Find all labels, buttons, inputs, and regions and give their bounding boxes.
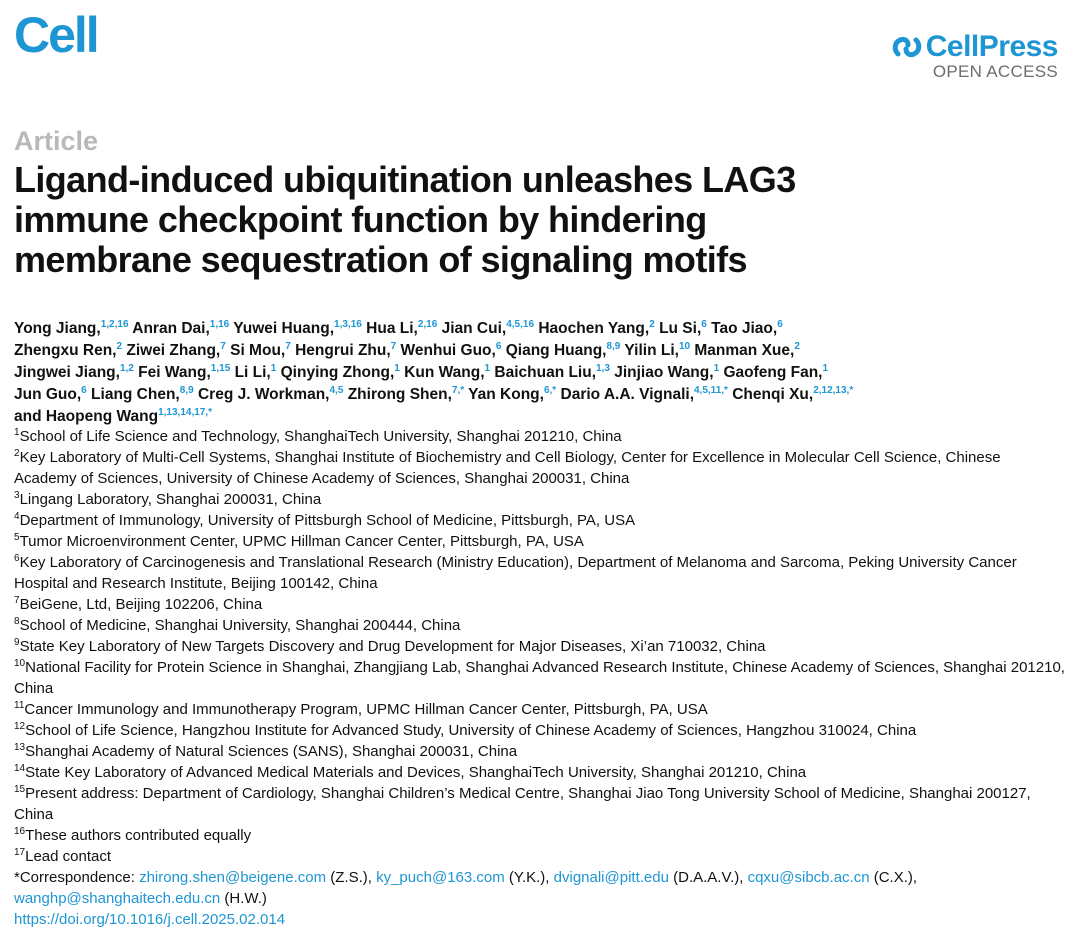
doi-link[interactable]: https://doi.org/10.1016/j.cell.2025.02.014 <box>14 911 286 928</box>
open-access-label: OPEN ACCESS <box>932 62 1058 81</box>
title-line: Ligand-induced ubiquitination unleashes LAG3 <box>14 159 796 200</box>
author-name: Creg J. Workman, <box>197 386 330 403</box>
affiliation-item <box>14 699 1066 720</box>
author-line <box>14 340 1066 362</box>
affiliation-item <box>14 636 1066 657</box>
author-affiliation-refs[interactable]: 1,3,16 <box>334 318 362 330</box>
title-line: membrane sequestration of signaling motifs <box>14 239 747 280</box>
affiliation-text: School of Life Science, Hangzhou Institute for Advanced Study, University of Chinese Academy of Sciences, Hangzhou 310024, China <box>25 722 917 739</box>
affiliation-item <box>14 615 1066 636</box>
author-name: Zhengxu Ren, <box>14 342 117 359</box>
article-title <box>14 160 914 280</box>
affiliation-text: These authors contributed equally <box>25 827 252 844</box>
author-affiliation-refs[interactable]: 1,2 <box>119 362 134 374</box>
affiliation-text: BeiGene, Ltd, Beijing 102206, China <box>19 596 263 613</box>
email-initials: (H.W.) <box>220 890 267 907</box>
author-line <box>14 318 1066 340</box>
author-affiliation-refs[interactable]: 1 <box>270 362 277 374</box>
author-name: Gaofeng Fan, <box>723 364 823 381</box>
correspondence <box>14 867 1066 909</box>
email-link[interactable]: zhirong.shen@beigene.com <box>139 869 327 886</box>
affiliation-number: 3 <box>14 490 20 501</box>
author-affiliation-refs[interactable]: 2 <box>649 318 655 330</box>
title-line: immune checkpoint function by hindering <box>14 199 707 240</box>
affiliation-item <box>14 741 1066 762</box>
affiliation-text: Lingang Laboratory, Shanghai 200031, China <box>19 491 322 508</box>
author-name: Dario A.A. Vignali, <box>560 386 694 403</box>
affiliation-number: 1 <box>14 427 20 438</box>
author-affiliation-refs[interactable]: 8,9 <box>606 340 621 352</box>
affiliation-text: Tumor Microenvironment Center, UPMC Hillman Cancer Center, Pittsburgh, PA, USA <box>19 533 584 550</box>
author-name: Fei Wang, <box>138 364 211 381</box>
affiliation-item <box>14 720 1066 741</box>
affiliations <box>14 426 1066 930</box>
author-affiliation-refs[interactable]: 1,15 <box>210 362 231 374</box>
affiliation-text: Key Laboratory of Multi-Cell Systems, Shanghai Institute of Biochemistry and Cell Biology, Center for Excellence in Molecular Cell Science, Chinese Academy of Sciences, University of Chinese Academy of Sciences, Shanghai 200031, China <box>14 449 1001 487</box>
email-link[interactable]: wanghp@shanghaitech.edu.cn <box>14 890 221 907</box>
author-name: Zhirong Shen, <box>347 386 452 403</box>
email-initials: (Z.S.), <box>326 869 377 886</box>
author-name: Yan Kong, <box>468 386 544 403</box>
affiliation-item <box>14 825 1066 846</box>
author-name: Hua Li, <box>366 320 418 337</box>
author-affiliation-refs[interactable]: 1,2,16 <box>100 318 129 330</box>
author-affiliation-refs[interactable]: 4,5 <box>329 384 344 396</box>
author-affiliation-refs[interactable]: 7 <box>220 340 226 352</box>
affiliation-text: Department of Immunology, University of Pittsburgh School of Medicine, Pittsburgh, PA, USA <box>19 512 636 529</box>
author-affiliation-refs[interactable]: 6 <box>495 340 502 352</box>
author-name: Tao Jiao, <box>711 320 778 337</box>
author-name: Yuwei Huang, <box>233 320 335 337</box>
affiliation-number: 12 <box>14 721 26 732</box>
affiliation-text: National Facility for Protein Science in Shanghai, Zhangjiang Lab, Shanghai Advanced Research Institute, Chinese Academy of Sciences, Shanghai 201210, China <box>14 659 1065 697</box>
author-affiliation-refs[interactable]: 7 <box>390 340 397 352</box>
affiliation-text: Cancer Immunology and Immunotherapy Program, UPMC Hillman Cancer Center, Pittsburgh, PA, USA <box>24 701 708 718</box>
affiliation-text: Key Laboratory of Carcinogenesis and Translational Research (Ministry Education), Department of Melanoma and Sarcoma, Peking University Cancer Hospital and Research Institute, Beijing 100142, China <box>14 554 1017 592</box>
author-name: Qinying Zhong, <box>280 364 395 381</box>
author-name: Si Mou, <box>230 342 286 359</box>
author-name: Ziwei Zhang, <box>126 342 221 359</box>
author-line <box>14 406 1066 428</box>
author-affiliation-refs[interactable]: 8,9 <box>179 384 194 396</box>
affiliation-text: Lead contact <box>25 848 112 865</box>
affiliation-number: 5 <box>14 532 20 543</box>
correspondence-label: *Correspondence: <box>14 869 140 886</box>
affiliation-number: 4 <box>14 511 20 522</box>
author-name: Yilin Li, <box>624 342 679 359</box>
affiliation-text: State Key Laboratory of New Targets Discovery and Drug Development for Major Diseases, Xi’an 710032, China <box>19 638 766 655</box>
affiliation-text: School of Life Science and Technology, ShanghaiTech University, Shanghai 201210, China <box>19 428 622 445</box>
author-name: Wenhui Guo, <box>400 342 496 359</box>
author-name: Jun Guo, <box>14 386 82 403</box>
author-name: Haochen Yang, <box>538 320 650 337</box>
author-affiliation-refs[interactable]: 1,3 <box>596 362 610 374</box>
article-type: Article <box>14 126 99 156</box>
author-affiliation-refs[interactable]: 2,12,13,* <box>813 384 854 396</box>
affiliation-text: Shanghai Academy of Natural Sciences (SANS), Shanghai 200031, China <box>25 743 518 760</box>
author-name: and Haopeng Wang <box>14 408 159 425</box>
author-affiliation-refs[interactable]: 1 <box>822 362 829 374</box>
email-initials: (C.X.), <box>869 869 918 886</box>
author-affiliation-refs[interactable]: 1 <box>484 362 491 374</box>
author-list <box>14 318 1066 428</box>
affiliation-text: School of Medicine, Shanghai University, Shanghai 200444, China <box>19 617 461 634</box>
affiliation-item <box>14 762 1066 783</box>
email-initials: (D.A.A.V.), <box>668 869 748 886</box>
affiliation-number: 2 <box>14 448 20 459</box>
author-name: Anran Dai, <box>132 320 210 337</box>
author-name: Jian Cui, <box>441 320 507 337</box>
affiliation-number: 7 <box>14 595 20 606</box>
affiliation-number: 14 <box>14 763 26 774</box>
email-link[interactable]: cqxu@sibcb.ac.cn <box>747 869 870 886</box>
affiliation-number: 13 <box>14 742 26 753</box>
affiliation-number: 8 <box>14 616 20 627</box>
author-affiliation-refs[interactable]: 6,* <box>543 384 557 396</box>
author-line <box>14 384 1066 406</box>
affiliation-item <box>14 846 1066 867</box>
author-affiliation-refs[interactable]: 10 <box>678 340 691 352</box>
author-affiliation-refs[interactable]: 2 <box>794 340 800 352</box>
author-affiliation-refs[interactable]: 7 <box>285 340 291 352</box>
affiliation-item <box>14 447 1066 489</box>
author-name: Baichuan Liu, <box>494 364 597 381</box>
affiliation-text: Present address: Department of Cardiology, Shanghai Children’s Medical Centre, Shanghai Jiao Tong University School of Medicine, Shanghai 200127, China <box>14 785 1031 823</box>
author-affiliation-refs[interactable]: 2 <box>116 340 123 352</box>
author-affiliation-refs[interactable]: 1 <box>394 362 400 374</box>
publisher-badge <box>892 30 1058 82</box>
author-affiliation-refs[interactable]: 2,16 <box>417 318 438 330</box>
journal-logo: Cell <box>14 7 98 63</box>
author-line <box>14 362 1066 384</box>
cellpress-swirl-icon <box>892 32 922 62</box>
author-name: Li Li, <box>234 364 271 381</box>
affiliation-number: 11 <box>14 700 25 711</box>
affiliation-text: State Key Laboratory of Advanced Medical Materials and Devices, ShanghaiTech University, Shanghai 201210, China <box>25 764 807 781</box>
affiliation-item <box>14 489 1066 510</box>
author-affiliation-refs[interactable]: 1,16 <box>209 318 230 330</box>
author-name: Kun Wang, <box>404 364 485 381</box>
email-link[interactable]: ky_puch@163.com <box>376 869 505 886</box>
author-affiliation-refs[interactable]: 6 <box>701 318 707 330</box>
author-name: Yong Jiang, <box>14 320 101 337</box>
publisher-name: CellPress <box>925 30 1058 63</box>
author-name: Chenqi Xu, <box>732 386 814 403</box>
author-name: Manman Xue, <box>694 342 795 359</box>
affiliation-item <box>14 594 1066 615</box>
author-affiliation-refs[interactable]: 6 <box>81 384 87 396</box>
author-affiliation-refs[interactable]: 6 <box>777 318 783 330</box>
affiliation-item <box>14 531 1066 552</box>
affiliation-item <box>14 552 1066 594</box>
author-name: Lu Si, <box>659 320 702 337</box>
author-affiliation-refs[interactable]: 7,* <box>451 384 465 396</box>
author-name: Jingwei Jiang, <box>14 364 120 381</box>
affiliation-number: 16 <box>14 826 26 837</box>
affiliation-item <box>14 657 1066 699</box>
affiliation-number: 9 <box>14 637 20 648</box>
author-affiliation-refs[interactable]: 4,5,16 <box>506 318 535 330</box>
affiliation-number: 17 <box>14 847 26 858</box>
affiliation-number: 6 <box>14 553 20 564</box>
affiliation-number: 10 <box>14 658 26 669</box>
email-link[interactable]: dvignali@pitt.edu <box>553 869 669 886</box>
affiliation-item <box>14 510 1066 531</box>
affiliation-item <box>14 783 1066 825</box>
affiliation-number: 15 <box>14 784 26 795</box>
author-name: Jinjiao Wang, <box>614 364 714 381</box>
author-name: Qiang Huang, <box>505 342 607 359</box>
email-initials: (Y.K.), <box>504 869 554 886</box>
author-name: Liang Chen, <box>91 386 180 403</box>
author-name: Hengrui Zhu, <box>295 342 391 359</box>
author-affiliation-refs[interactable]: 1,13,14,17,* <box>158 406 213 418</box>
author-affiliation-refs[interactable]: 4,5,11,* <box>694 384 728 396</box>
author-affiliation-refs[interactable]: 1 <box>713 362 720 374</box>
affiliation-item <box>14 426 1066 447</box>
